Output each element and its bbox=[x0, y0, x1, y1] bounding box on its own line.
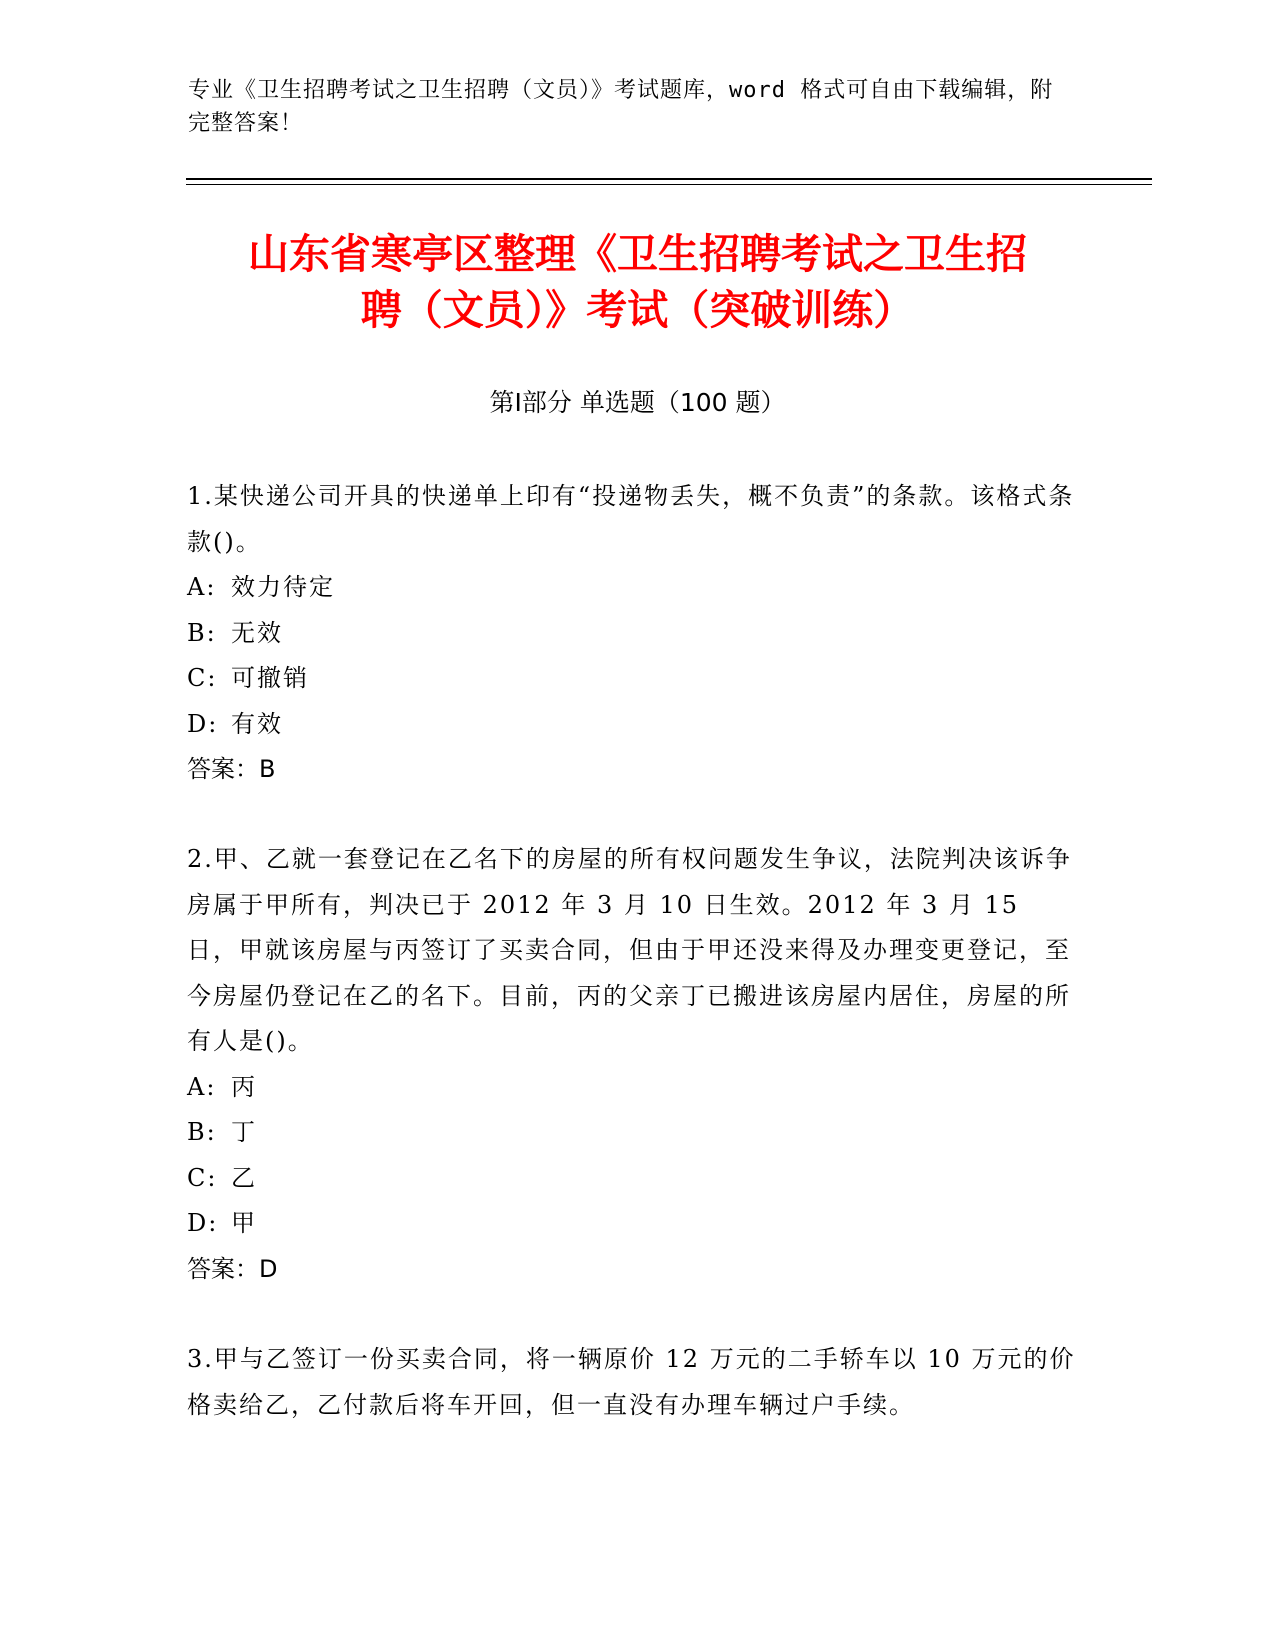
option-b bbox=[187, 611, 1077, 657]
option-label: B: bbox=[187, 1118, 217, 1146]
document-title bbox=[150, 226, 1125, 338]
option-label: D: bbox=[187, 1209, 219, 1237]
question-text: 3.甲与乙签订一份买卖合同，将一辆原价 12 万元的二手轿车以 10 万元的价格卖给乙，乙付款后将车开回，但一直没有办理车辆过户手续。 bbox=[187, 1345, 1076, 1419]
option-label: A: bbox=[187, 1072, 217, 1101]
document-title-line-1: 山东省寒亭区整理《卫生招聘考试之卫生招 bbox=[248, 230, 1027, 278]
option-text: 可撤销 bbox=[231, 664, 309, 692]
answer: 答案：D bbox=[187, 1254, 278, 1283]
option-text: 乙 bbox=[231, 1163, 257, 1192]
header-rule-thick bbox=[186, 178, 1152, 180]
option-text: 无效 bbox=[231, 618, 283, 647]
option-d bbox=[187, 1201, 1077, 1247]
option-c bbox=[187, 656, 1077, 702]
header-rule-thin bbox=[186, 184, 1152, 185]
option-text: 有效 bbox=[231, 709, 283, 738]
option-a bbox=[187, 565, 1077, 611]
option-text: 效力待定 bbox=[231, 573, 335, 601]
option-d bbox=[187, 702, 1077, 748]
option-label: A: bbox=[187, 573, 217, 601]
question-3 bbox=[187, 1337, 1077, 1428]
option-c bbox=[187, 1156, 1077, 1202]
question-2 bbox=[187, 837, 1077, 1292]
option-label: C: bbox=[187, 1163, 218, 1192]
option-text: 丙 bbox=[231, 1072, 257, 1101]
option-label: C: bbox=[187, 664, 218, 692]
answer: 答案：B bbox=[187, 755, 276, 783]
option-text: 甲 bbox=[231, 1209, 257, 1237]
option-label: B: bbox=[187, 618, 217, 647]
option-label: D: bbox=[187, 709, 219, 738]
header-note: 专业《卫生招聘考试之卫生招聘（文员）》考试题库，word 格式可自由下载编辑，附完整答案！ bbox=[188, 78, 1054, 136]
document-title-line-2: 聘（文员）》考试（突破训练） bbox=[360, 286, 915, 334]
question-text: 1.某快递公司开具的快递单上印有“投递物丢失，概不负责”的条款。该格式条款()。 bbox=[187, 482, 1075, 556]
question-text: 2.甲、乙就一套登记在乙名下的房屋的所有权问题发生争议，法院判决该诉争房属于甲所有，判决已于 2012 年 3 月 10 日生效。2012 年 3 月 15 日，甲就该房屋与丙签订了买卖合同，但由于甲还没来得及办理变更登记，至今房屋仍登记在乙的名下。目前，丙的父亲丁已搬进该房屋内居住，房屋的所有人是()。 bbox=[187, 845, 1072, 1055]
question-1 bbox=[187, 474, 1077, 793]
option-b bbox=[187, 1110, 1077, 1156]
option-a bbox=[187, 1065, 1077, 1111]
section-heading: 第Ⅰ部分 单选题（100 题） bbox=[489, 388, 786, 417]
option-text: 丁 bbox=[231, 1118, 257, 1146]
